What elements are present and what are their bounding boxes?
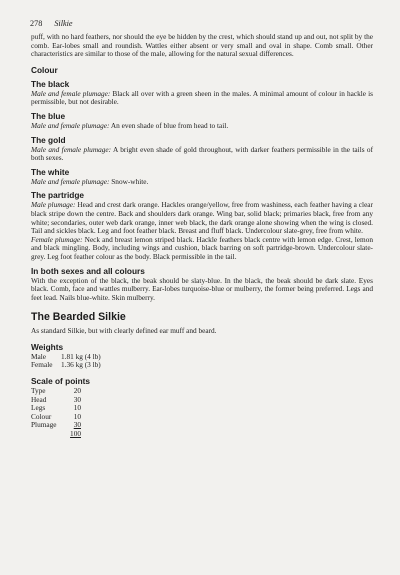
gold-paragraph xyxy=(31,146,373,163)
gold-heading: The gold xyxy=(31,134,66,145)
points-value: 10 xyxy=(73,411,81,421)
points-total: 100 xyxy=(70,429,81,439)
weight-value: 1.36 kg (3 lb) xyxy=(61,360,101,370)
black-text: Black all over with a green sheen in the males. A minimal amount of colour in hackle is permissible, but not desirable. xyxy=(31,88,373,107)
white-lead: Male and female plumage: xyxy=(31,176,110,186)
scale-of-points-table xyxy=(31,387,81,439)
blue-lead: Male and female plumage: xyxy=(31,120,110,130)
running-title: Silkie xyxy=(54,19,73,28)
both-sexes-heading: In both sexes and all colours xyxy=(31,265,145,276)
colour-heading: Colour xyxy=(31,64,58,75)
white-paragraph xyxy=(31,178,373,187)
blue-text: An even shade of blue from head to tail. xyxy=(109,120,229,130)
black-heading: The black xyxy=(31,78,70,89)
page-content xyxy=(31,33,373,439)
table-row xyxy=(31,430,81,439)
points-total-label-spacer xyxy=(31,430,67,439)
black-paragraph xyxy=(31,90,373,107)
blue-paragraph xyxy=(31,122,373,131)
bearded-silkie-heading: The Bearded Silkie xyxy=(31,311,126,324)
points-value: 10 xyxy=(73,403,81,413)
points-value: 30 xyxy=(73,394,81,404)
partridge-female-text: Neck and breast lemon striped black. Hackle feathers black centre with lemon edge. Crest, lemon and black mingling. Body, including wings and cushion, black barring on soft partridge-brown. Undercolour slate-grey. Leg foot feather colour as the body. Black permissible in the tail. xyxy=(31,234,374,261)
partridge-male-lead: Male plumage: xyxy=(31,200,76,210)
black-lead: Male and female plumage: xyxy=(31,88,111,98)
points-label: Colour xyxy=(31,411,52,421)
partridge-male-text: Head and crest dark orange. Hackles orange/yellow, free from washiness, each feather having a clear black stripe down the centre. Back and shoulders dark orange. Wing bar, solid black; primaries black, free from any white; secondaries, outer web dark orange, inner web black, the dark orange alone showing when the wing is closed. Tail and sickles black. Leg and foot feather black. Breast and fluff black. Undercolour slate-grey, free from white. xyxy=(31,200,373,236)
points-label: Head xyxy=(31,394,47,404)
white-text: Snow-white. xyxy=(109,176,149,186)
bearded-silkie-paragraph: As standard Silkie, but with clearly defined ear muff and beard. xyxy=(31,326,217,336)
weight-label: Male xyxy=(31,351,46,361)
weight-value: 1.81 kg (4 lb) xyxy=(61,351,101,361)
partridge-heading: The partridge xyxy=(31,190,85,201)
white-heading: The white xyxy=(31,166,70,177)
partridge-female-lead: Female plumage: xyxy=(31,234,83,244)
partridge-female-paragraph xyxy=(31,236,373,262)
scale-of-points-heading: Scale of points xyxy=(31,376,91,387)
weights-heading: Weights xyxy=(31,341,64,352)
points-label: Plumage xyxy=(31,420,57,430)
points-label: Legs xyxy=(31,403,46,413)
page-header xyxy=(30,19,73,29)
intro-paragraph: puff, with no hard feathers, nor should the eye be hidden by the crest, which should stand up and out, not split by the comb. Ear-lobes small and roundish. Wattles either absent or very small and oval in shape. Comb small. Other characteristics are similar to those of the male, allowing for the natural sexual differences. xyxy=(31,32,373,59)
table-row xyxy=(31,361,101,370)
weights-table xyxy=(31,353,101,370)
blue-heading: The blue xyxy=(31,110,66,121)
gold-text: A bright even shade of gold throughout, with darker feathers permissible in the tails of both sexes. xyxy=(31,144,374,163)
weight-label: Female xyxy=(31,360,53,370)
points-label: Type xyxy=(31,386,46,396)
both-sexes-paragraph: With the exception of the black, the beak should be slaty-blue. In the black, the beak should be dark slate. Eyes black. Comb, face and wattles mulberry. Ear-lobes turquoise-blue or mulberry, the former being preferred. Legs and feet lead. Nails blue-white. Skin mulberry. xyxy=(31,275,373,302)
gold-lead: Male and female plumage: xyxy=(31,144,112,154)
partridge-male-paragraph xyxy=(31,201,373,235)
page-number: 278 xyxy=(30,19,43,28)
points-value: 20 xyxy=(73,386,81,396)
points-value: 30 xyxy=(73,420,81,430)
